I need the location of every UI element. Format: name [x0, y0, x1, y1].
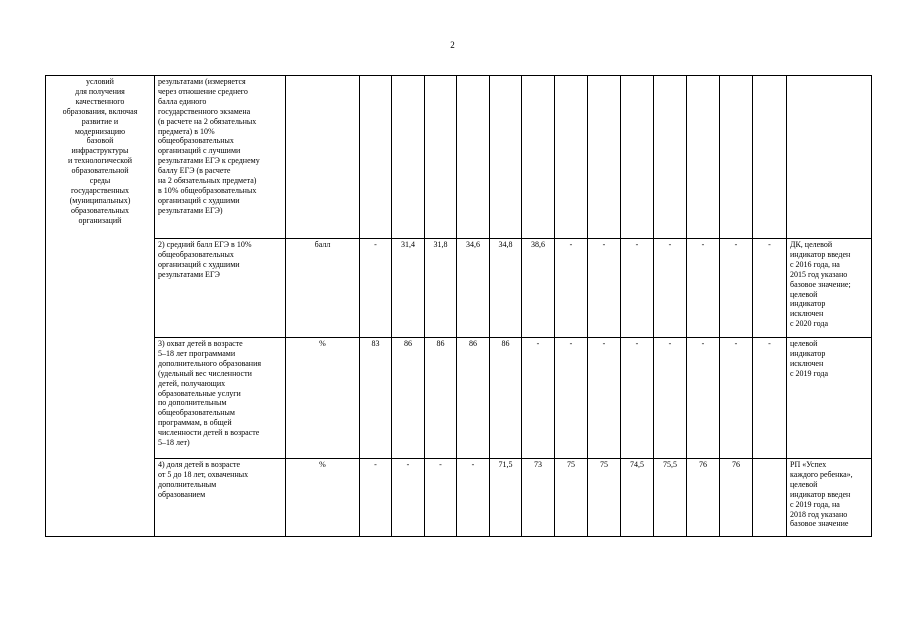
note-line: каждого ребенка», [790, 469, 853, 479]
indicator-line: в 10% общеобразовательных [158, 185, 257, 195]
value-cell [654, 76, 687, 239]
goal-line: условий [86, 77, 114, 86]
note-line: исключен [790, 309, 824, 319]
unit-cell: % [286, 459, 360, 537]
indicator-line: балла единого [158, 96, 207, 106]
value-cell [687, 76, 720, 239]
indicator-line: программам, в общей [158, 418, 232, 428]
note-cell [787, 338, 872, 459]
value-cell: - [555, 338, 588, 459]
note-line: ДК, целевой [790, 240, 833, 249]
value-cell [588, 76, 621, 239]
goal-line: государственных [70, 185, 130, 195]
value-cell [392, 76, 425, 239]
indicator-line: 4) доля детей в возрасте [158, 460, 241, 469]
value-cell: - [621, 239, 654, 338]
value-cell [621, 76, 654, 239]
value-cell [457, 76, 490, 239]
note-line: 2015 год указано [790, 269, 848, 279]
value-cell: 31,4 [392, 239, 425, 338]
indicator-line: результатами ЕГЭ к среднему [158, 156, 260, 166]
note-line: индикатор введен [790, 249, 851, 259]
value-cell: - [720, 239, 753, 338]
goal-line: инфраструктуры [71, 146, 129, 156]
note-line: с 2019 года [790, 368, 829, 378]
goal-line: образовательных [70, 205, 130, 215]
indicator-line: результатами ЕГЭ) [158, 205, 223, 215]
value-cell: - [360, 459, 392, 537]
value-cell: 86 [490, 338, 522, 459]
value-cell [522, 76, 555, 239]
goal-line: модернизацию [74, 126, 126, 136]
value-cell: - [555, 239, 588, 338]
indicator-line: организаций с худшими [158, 259, 240, 269]
indicator-line: образованием [158, 489, 206, 499]
value-cell: 34,6 [457, 239, 490, 338]
value-cell: 74,5 [621, 459, 654, 537]
table-row [46, 459, 872, 537]
indicator-line: от 5 до 18 лет, охваченных [158, 469, 249, 479]
note-line: исключен [790, 358, 824, 368]
value-cell: - [687, 338, 720, 459]
indicator-line: организаций с худшими [158, 195, 240, 205]
note-line: с 2019 года, на [790, 499, 840, 509]
note-cell [787, 239, 872, 338]
value-cell: 34,8 [490, 239, 522, 338]
value-cell: - [588, 338, 621, 459]
value-cell: - [425, 459, 457, 537]
value-cell: - [588, 239, 621, 338]
note-line: индикатор [790, 348, 826, 358]
goal-cell [46, 76, 155, 537]
indicator-line: 5–18 лет) [158, 438, 190, 448]
note-line: РП «Успех [790, 460, 827, 469]
indicator-cell [155, 239, 286, 338]
note-line: с 2016 года, на [790, 259, 840, 269]
indicator-line: общеобразовательных [158, 249, 234, 259]
indicator-line: на 2 обязательных предмета) [158, 176, 257, 186]
indicator-line: через отношение среднего [158, 86, 248, 96]
value-cell: 75,5 [654, 459, 687, 537]
note-line: базовое значение; [790, 279, 851, 289]
value-cell: 38,6 [522, 239, 555, 338]
indicator-line: общеобразовательным [158, 408, 235, 418]
indicator-line: дополнительным [158, 479, 217, 489]
value-cell [555, 76, 588, 239]
indicator-line: (в расчете на 2 обязательных [158, 116, 257, 126]
indicator-cell [155, 338, 286, 459]
value-cell: 86 [425, 338, 457, 459]
note-line: с 2020 года [790, 319, 829, 329]
goal-line: образовательной [71, 166, 129, 176]
indicator-line: предмета) в 10% [158, 126, 215, 136]
value-cell: - [654, 239, 687, 338]
note-cell [787, 76, 872, 239]
note-line: целевой [790, 479, 818, 489]
note-line: 2018 год указано [790, 509, 848, 519]
indicator-line: дополнительного образования [158, 358, 262, 368]
value-cell: 76 [687, 459, 720, 537]
value-cell [490, 76, 522, 239]
value-cell: - [360, 239, 392, 338]
note-line: индикатор введен [790, 489, 851, 499]
unit-cell: % [286, 338, 360, 459]
indicator-cell [155, 76, 286, 239]
unit-cell: балл [286, 239, 360, 338]
goal-line: и технологической [67, 156, 133, 166]
indicator-line: по дополнительным [158, 398, 227, 408]
value-cell [360, 76, 392, 239]
value-cell: - [457, 459, 490, 537]
value-cell: 71,5 [490, 459, 522, 537]
page-number: 2 [450, 40, 455, 50]
value-cell [425, 76, 457, 239]
indicator-line: организаций с лучшими [158, 146, 241, 156]
goal-line: образования, включая [62, 106, 138, 116]
indicator-line: (удельный вес численности [158, 368, 252, 378]
note-line: целевой [790, 339, 818, 348]
note-line: базовое значение [790, 519, 849, 529]
unit-cell [286, 76, 360, 239]
value-cell: - [654, 338, 687, 459]
goal-line: (муниципальных) [69, 195, 131, 205]
indicator-line: результатами ЕГЭ [158, 269, 220, 279]
value-cell: 75 [555, 459, 588, 537]
value-cell: - [522, 338, 555, 459]
indicator-line: государственного экзамена [158, 106, 251, 116]
note-cell [787, 459, 872, 537]
value-cell: - [687, 239, 720, 338]
value-cell: - [753, 239, 787, 338]
indicator-cell [155, 459, 286, 537]
indicator-line: 5–18 лет программами [158, 348, 236, 358]
value-cell: 75 [588, 459, 621, 537]
indicator-line: 2) средний балл ЕГЭ в 10% [158, 240, 252, 249]
indicator-line: баллу ЕГЭ (в расчете [158, 166, 231, 176]
table-row [46, 338, 872, 459]
indicator-line: детей, получающих [158, 378, 226, 388]
value-cell: - [621, 338, 654, 459]
value-cell: 73 [522, 459, 555, 537]
note-line: индикатор [790, 299, 826, 309]
value-cell: 86 [392, 338, 425, 459]
table-row [46, 239, 872, 338]
indicator-line: образовательные услуги [158, 388, 241, 398]
indicator-line: 3) охват детей в возрасте [158, 339, 243, 348]
value-cell: 31,8 [425, 239, 457, 338]
goal-line: организаций [78, 215, 122, 225]
value-cell: - [392, 459, 425, 537]
note-line: целевой [790, 289, 818, 299]
goal-line: для получения [75, 86, 125, 96]
indicator-line: численности детей в возрасте [158, 428, 260, 438]
goal-line: базовой [86, 136, 114, 146]
goal-line: среды [89, 176, 111, 186]
value-cell [753, 76, 787, 239]
indicator-line: результатами (измеряется [158, 77, 246, 86]
goal-line: качественного [75, 96, 125, 106]
value-cell: - [753, 338, 787, 459]
value-cell: 76 [720, 459, 753, 537]
indicators-table [45, 75, 872, 537]
value-cell: - [720, 338, 753, 459]
value-cell: 86 [457, 338, 490, 459]
indicator-line: общеобразовательных [158, 136, 234, 146]
value-cell [720, 76, 753, 239]
value-cell: 83 [360, 338, 392, 459]
value-cell [753, 459, 787, 537]
table-row [46, 76, 872, 239]
goal-line: развитие и [81, 116, 119, 126]
